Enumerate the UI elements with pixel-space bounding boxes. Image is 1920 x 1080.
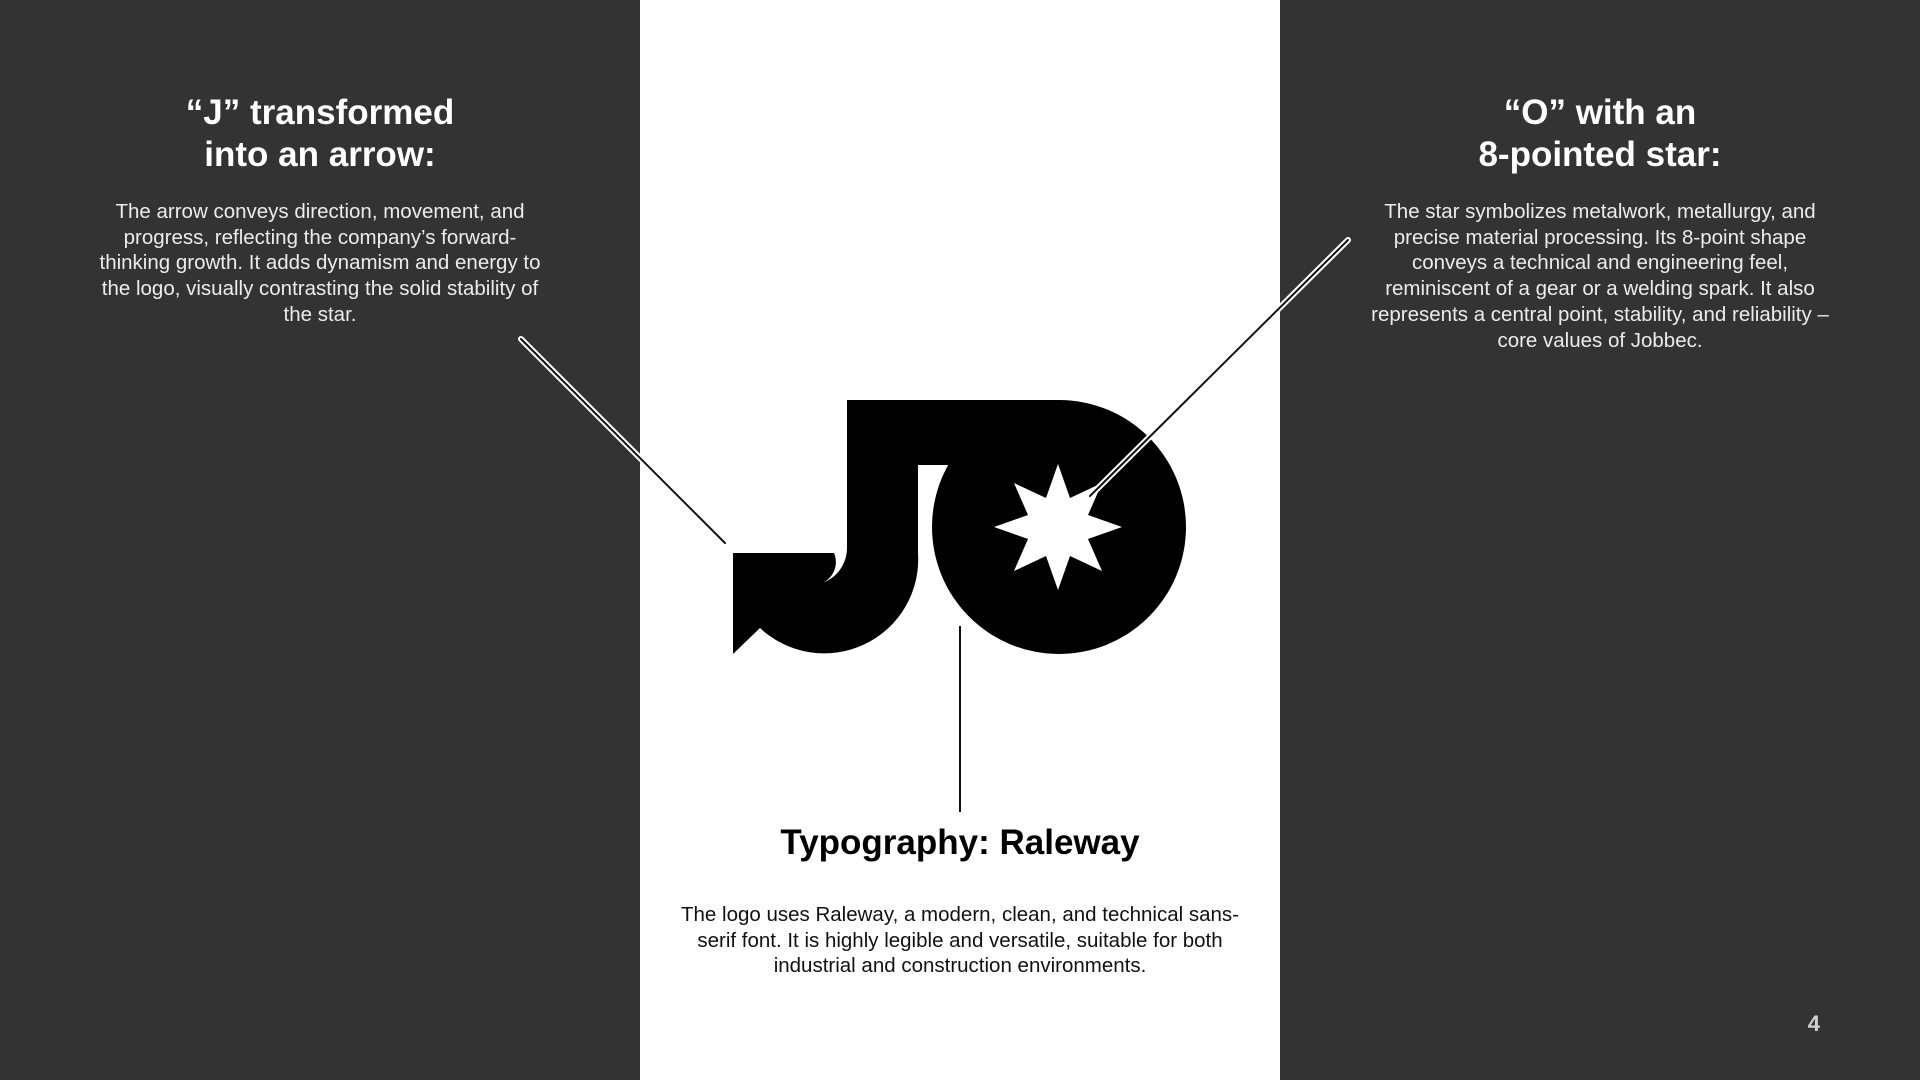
jo-logo-icon — [733, 400, 1186, 654]
star-callout-line — [1090, 240, 1348, 496]
arrow-callout-line — [521, 339, 725, 543]
arrow-heading-line2: into an arrow: — [204, 135, 436, 174]
page-number: 4 — [1807, 1011, 1820, 1036]
arrow-description: The arrow conveys direction, movement, and progress, reflecting the company’s forward-thinking growth. It adds dynamism and energy to the logo, visually contrasting the solid stability of the star. — [99, 200, 541, 326]
typography-description: The logo uses Raleway, a modern, clean, and technical sans-serif font. It is highly legible and versatile, suitable for both industrial and construction environments. — [681, 903, 1239, 977]
arrow-heading-line1: “J” transformed — [185, 93, 455, 132]
star-heading-line1: “O” with an — [1503, 93, 1697, 132]
star-heading-line2: 8-pointed star: — [1478, 135, 1722, 174]
star-description: The star symbolizes metalwork, metallurgy, and precise material processing. Its 8-point shape conveys a technical and engineering feel, reminiscent of a gear or a welding spark. It also represents a central point, stability, and reliability – core values of Jobbec. — [1371, 200, 1829, 352]
typography-heading: Typography: Raleway — [780, 823, 1140, 862]
